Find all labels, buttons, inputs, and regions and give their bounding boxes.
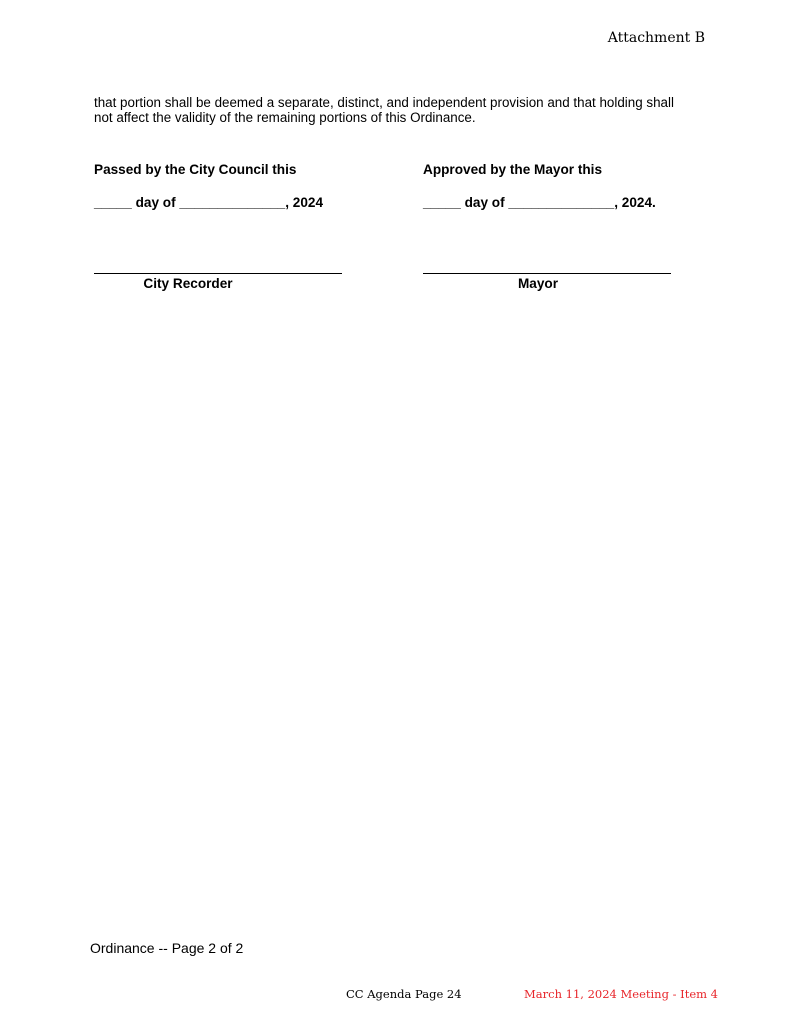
ordinance-paragraph: [94, 95, 714, 125]
mayor-date-line: _____ day of ______________, 2024.: [423, 195, 656, 210]
meeting-item-label: March 11, 2024 Meeting - Item 4: [524, 987, 718, 1001]
council-date-line: _____ day of ______________, 2024: [94, 195, 324, 210]
mayor-signature-line: [423, 273, 671, 274]
paragraph-line-2: not affect the validity of the remaining portions of this Ordinance.: [94, 110, 476, 125]
page-number-label: Ordinance -- Page 2 of 2: [90, 940, 244, 956]
city-recorder-label: City Recorder: [143, 276, 233, 291]
mayor-heading: Approved by the Mayor this: [423, 162, 603, 177]
council-heading: Passed by the City Council this: [94, 162, 297, 177]
council-signature-block: [94, 160, 344, 291]
agenda-page-label: CC Agenda Page 24: [346, 987, 462, 1001]
mayor-label: Mayor: [517, 276, 559, 291]
attachment-label: Attachment B: [607, 30, 705, 46]
council-signature-line: [94, 273, 342, 274]
mayor-signature-block: [423, 160, 673, 291]
paragraph-line-1: that portion shall be deemed a separate, distinct, and independent provision and that holding shall: [94, 95, 674, 110]
